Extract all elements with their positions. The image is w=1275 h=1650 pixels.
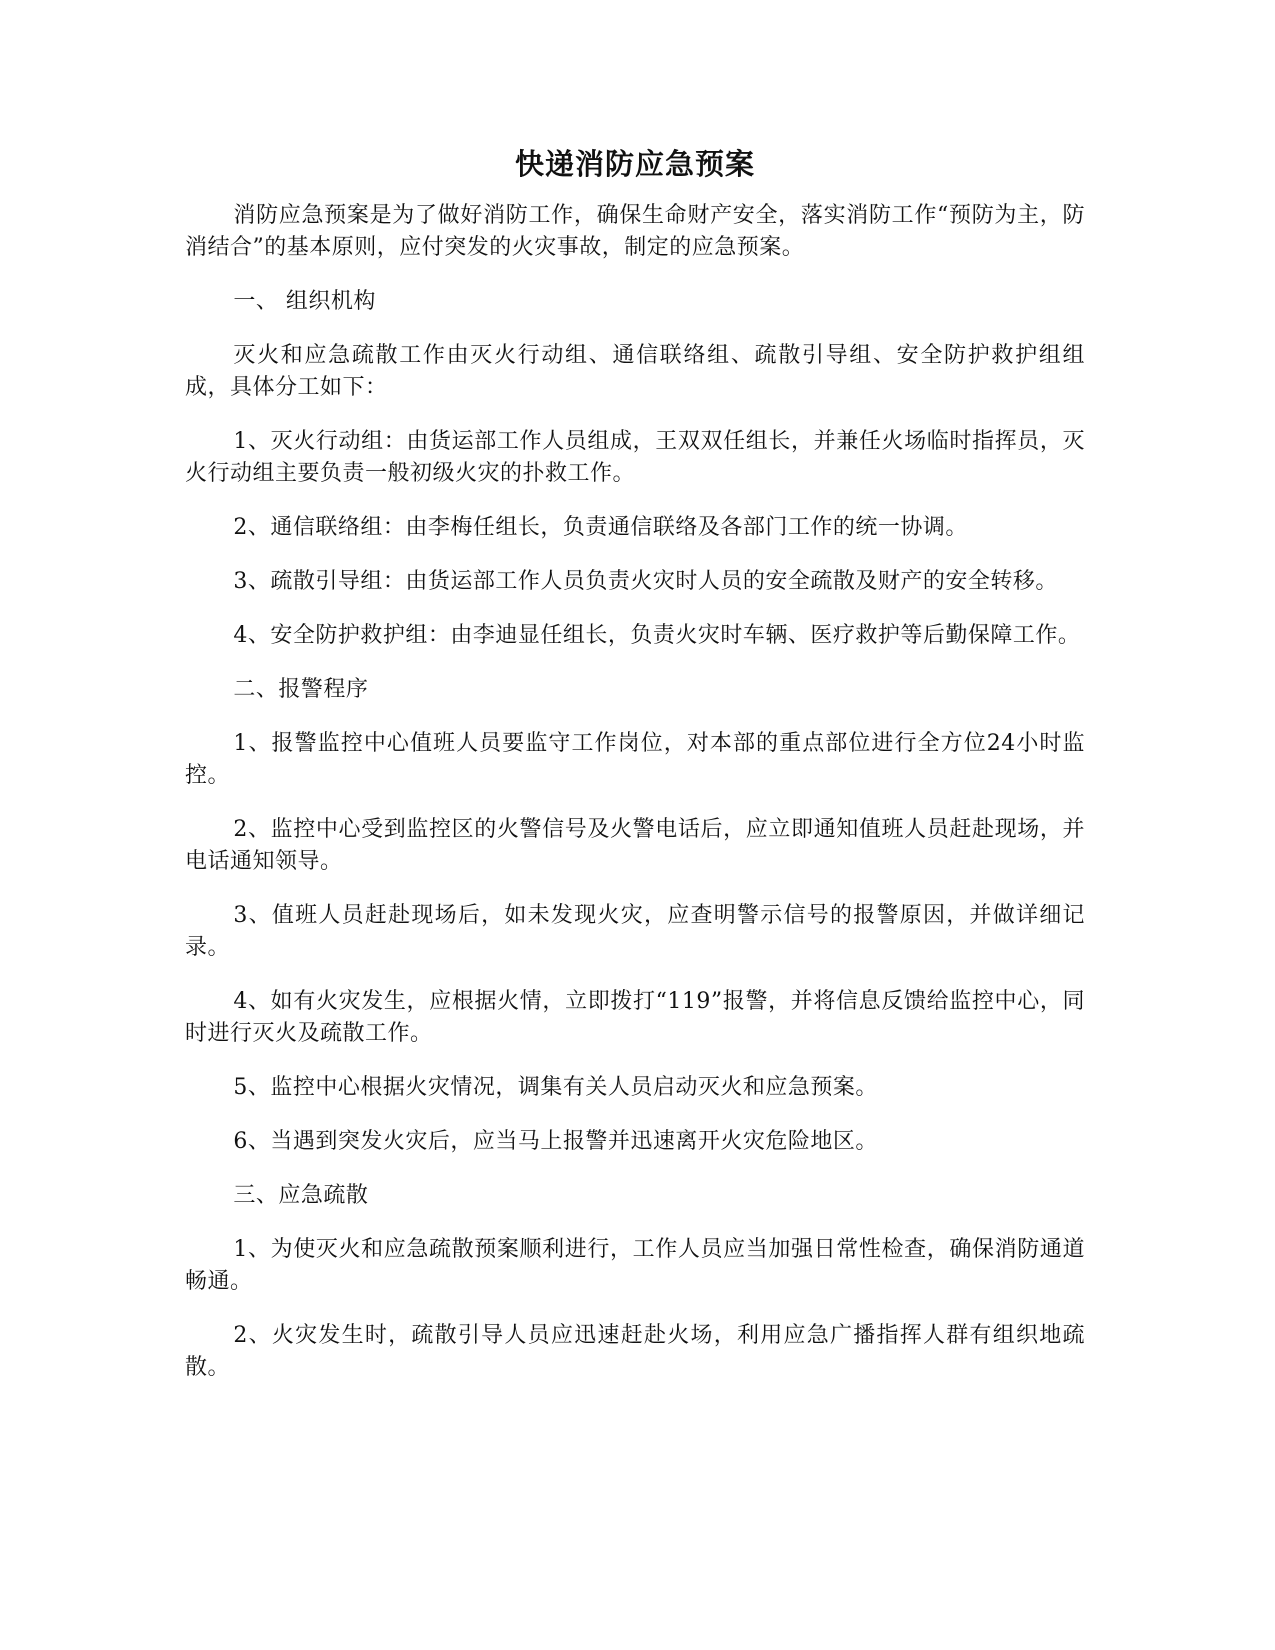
organization-item-2: 2、通信联络组：由李梅任组长，负责通信联络及各部门工作的统一协调。 [233, 515, 968, 540]
evacuation-item-2: 2、火灾发生时，疏散引导人员应迅速赶赴火场，利用应急广播指挥人群有组织地疏散。 [185, 1323, 1085, 1380]
document-title: 快递消防应急预案 [514, 147, 755, 181]
organization-item-4: 4、安全防护救护组：由李迪显任组长，负责火灾时车辆、医疗救护等后勤保障工作。 [233, 623, 1081, 648]
organization-item-1: 1、灭火行动组：由货运部工作人员组成，王双双任组长，并兼任火场临时指挥员，灭火行动组主要负责一般初级火灾的扑救工作。 [185, 429, 1085, 486]
organization-item-3: 3、疏散引导组：由货运部工作人员负责火灾时人员的安全疏散及财产的安全转移。 [233, 569, 1058, 594]
alarm-item-4: 4、如有火灾发生，应根据火情，立即拨打“119”报警，并将信息反馈给监控中心，同时进行灭火及疏散工作。 [185, 989, 1085, 1046]
alarm-item-1: 1、报警监控中心值班人员要监守工作岗位，对本部的重点部位进行全方位24小时监控。 [185, 731, 1085, 788]
alarm-item-6: 6、当遇到突发火灾后，应当马上报警并迅速离开火灾危险地区。 [233, 1129, 878, 1154]
alarm-item-5: 5、监控中心根据火灾情况，调集有关人员启动灭火和应急预案。 [233, 1075, 878, 1100]
evacuation-item-1: 1、为使灭火和应急疏散预案顺利进行，工作人员应当加强日常性检查，确保消防通道畅通。 [185, 1237, 1085, 1294]
intro-paragraph: 消防应急预案是为了做好消防工作，确保生命财产安全，落实消防工作“预防为主，防消结合”的基本原则，应付突发的火灾事故，制定的应急预案。 [185, 203, 1085, 260]
document-page [185, 140, 1085, 1406]
section-heading-organization: 一、 组织机构 [233, 289, 376, 314]
alarm-item-3: 3、值班人员赶赴现场后，如未发现火灾，应查明警示信号的报警原因，并做详细记录。 [185, 903, 1085, 960]
alarm-item-2: 2、监控中心受到监控区的火警信号及火警电话后，应立即通知值班人员赶赴现场，并电话通知领导。 [185, 817, 1085, 874]
organization-paragraph: 灭火和应急疏散工作由灭火行动组、通信联络组、疏散引导组、安全防护救护组组成，具体分工如下： [185, 343, 1085, 400]
section-heading-alarm: 二、报警程序 [233, 677, 369, 702]
section-heading-evacuation: 三、应急疏散 [233, 1183, 369, 1208]
